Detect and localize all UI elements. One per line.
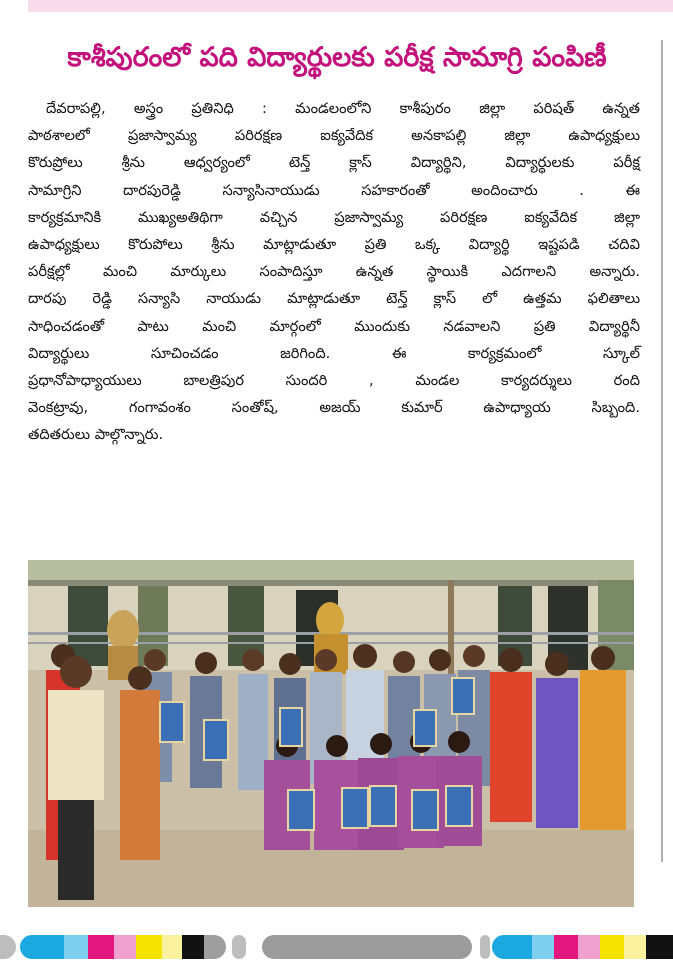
yellow-swatch: [136, 935, 162, 959]
light-magenta-swatch: [114, 935, 136, 959]
page-top-band: [28, 0, 673, 12]
print-registration-bar: [0, 935, 673, 959]
article-line: సామాగ్రిని దారపురెడ్డి సన్యాసినాయుడు సహకారంతో అందించారు . ఈ: [28, 181, 640, 199]
black-swatch: [182, 935, 204, 959]
article-body: [28, 95, 640, 449]
column-rule: [661, 40, 663, 862]
light-yellow-swatch: [624, 935, 646, 959]
article-line: పరీక్షల్లో మంచి మార్కులు సంపాదిస్తూ ఉన్నత స్థాయికి ఎదగాలని అన్నారు.: [28, 263, 640, 281]
registration-pill: [0, 935, 16, 959]
registration-pill: [232, 935, 246, 959]
light-cyan-swatch: [532, 935, 554, 959]
light-cyan-swatch: [64, 935, 88, 959]
article-line: దారపు రెడ్డి సన్యాసి నాయుడు మాట్లాడుతూ టెన్త్ క్లాస్ లో ఉత్తమ ఫలితాలు: [28, 290, 640, 308]
cyan-swatch: [34, 935, 64, 959]
cyan-swatch: [492, 935, 532, 959]
article-line: కార్యక్రమానికి ముఖ్యఅతిథిగా వచ్చిన ప్రజాస్వామ్య పరిరక్షణ ఐక్యవేదిక జిల్లా: [28, 208, 640, 226]
black-swatch: [646, 935, 673, 959]
group-photo: [28, 560, 634, 907]
article-line: విద్యార్థులు సూచించడం జరిగింది. ఈ కార్యక్రమంలో స్కూల్: [28, 344, 640, 362]
magenta-swatch: [554, 935, 578, 959]
registration-pill: [262, 935, 472, 959]
yellow-swatch: [600, 935, 624, 959]
registration-pill: [480, 935, 490, 959]
grey-swatch: [204, 935, 226, 959]
article-line: తదితరులు పాల్గొన్నారు.: [28, 426, 164, 444]
article-line: కొరుప్రోలు శ్రీను ఆధ్వర్యంలో టెన్త్ క్లాస్ విద్యార్థిని, విద్యార్థులకు పరీక్ష: [28, 154, 640, 172]
cyan-swatch: [20, 935, 34, 959]
article-headline: కాశీపురంలో పది విద్యార్థులకు పరీక్ష సామాగ్రి పంపిణీ: [67, 42, 607, 73]
magenta-swatch: [88, 935, 114, 959]
article-line: దేవరాపల్లి, అస్త్రం ప్రతినిధి : మండలంలోని కాశీపురం జిల్లా పరిషత్ ఉన్నత: [46, 100, 640, 117]
article-line: వెంకట్రావు, గంగావంశం సంతోష్, అజయ్ కుమార్ ఉపాధ్యాయ సిబ్బంది.: [28, 399, 640, 417]
article-line: సాధించడంతో పాటు మంచి మార్గంలో ముందుకు నడవాలని ప్రతి విద్యార్థినీ: [28, 317, 640, 335]
article-line: ఉపాధ్యక్షులు కొరుపోలు శ్రీను మాట్లాడుతూ ప్రతి ఒక్క విద్యార్థి ఇష్టపడి చదివి: [28, 236, 640, 254]
light-magenta-swatch: [578, 935, 600, 959]
article-line: ప్రధానోపాధ్యాయులు బాలత్రిపుర సుందరి , మండల కార్యదర్శులు రంది: [28, 372, 640, 390]
light-yellow-swatch: [162, 935, 182, 959]
article-line: పాఠశాలలో ప్రజాస్వామ్య పరిరక్షణ ఐక్యవేదిక అనకాపల్లి జిల్లా ఉపాధ్యక్షులు: [28, 127, 640, 145]
